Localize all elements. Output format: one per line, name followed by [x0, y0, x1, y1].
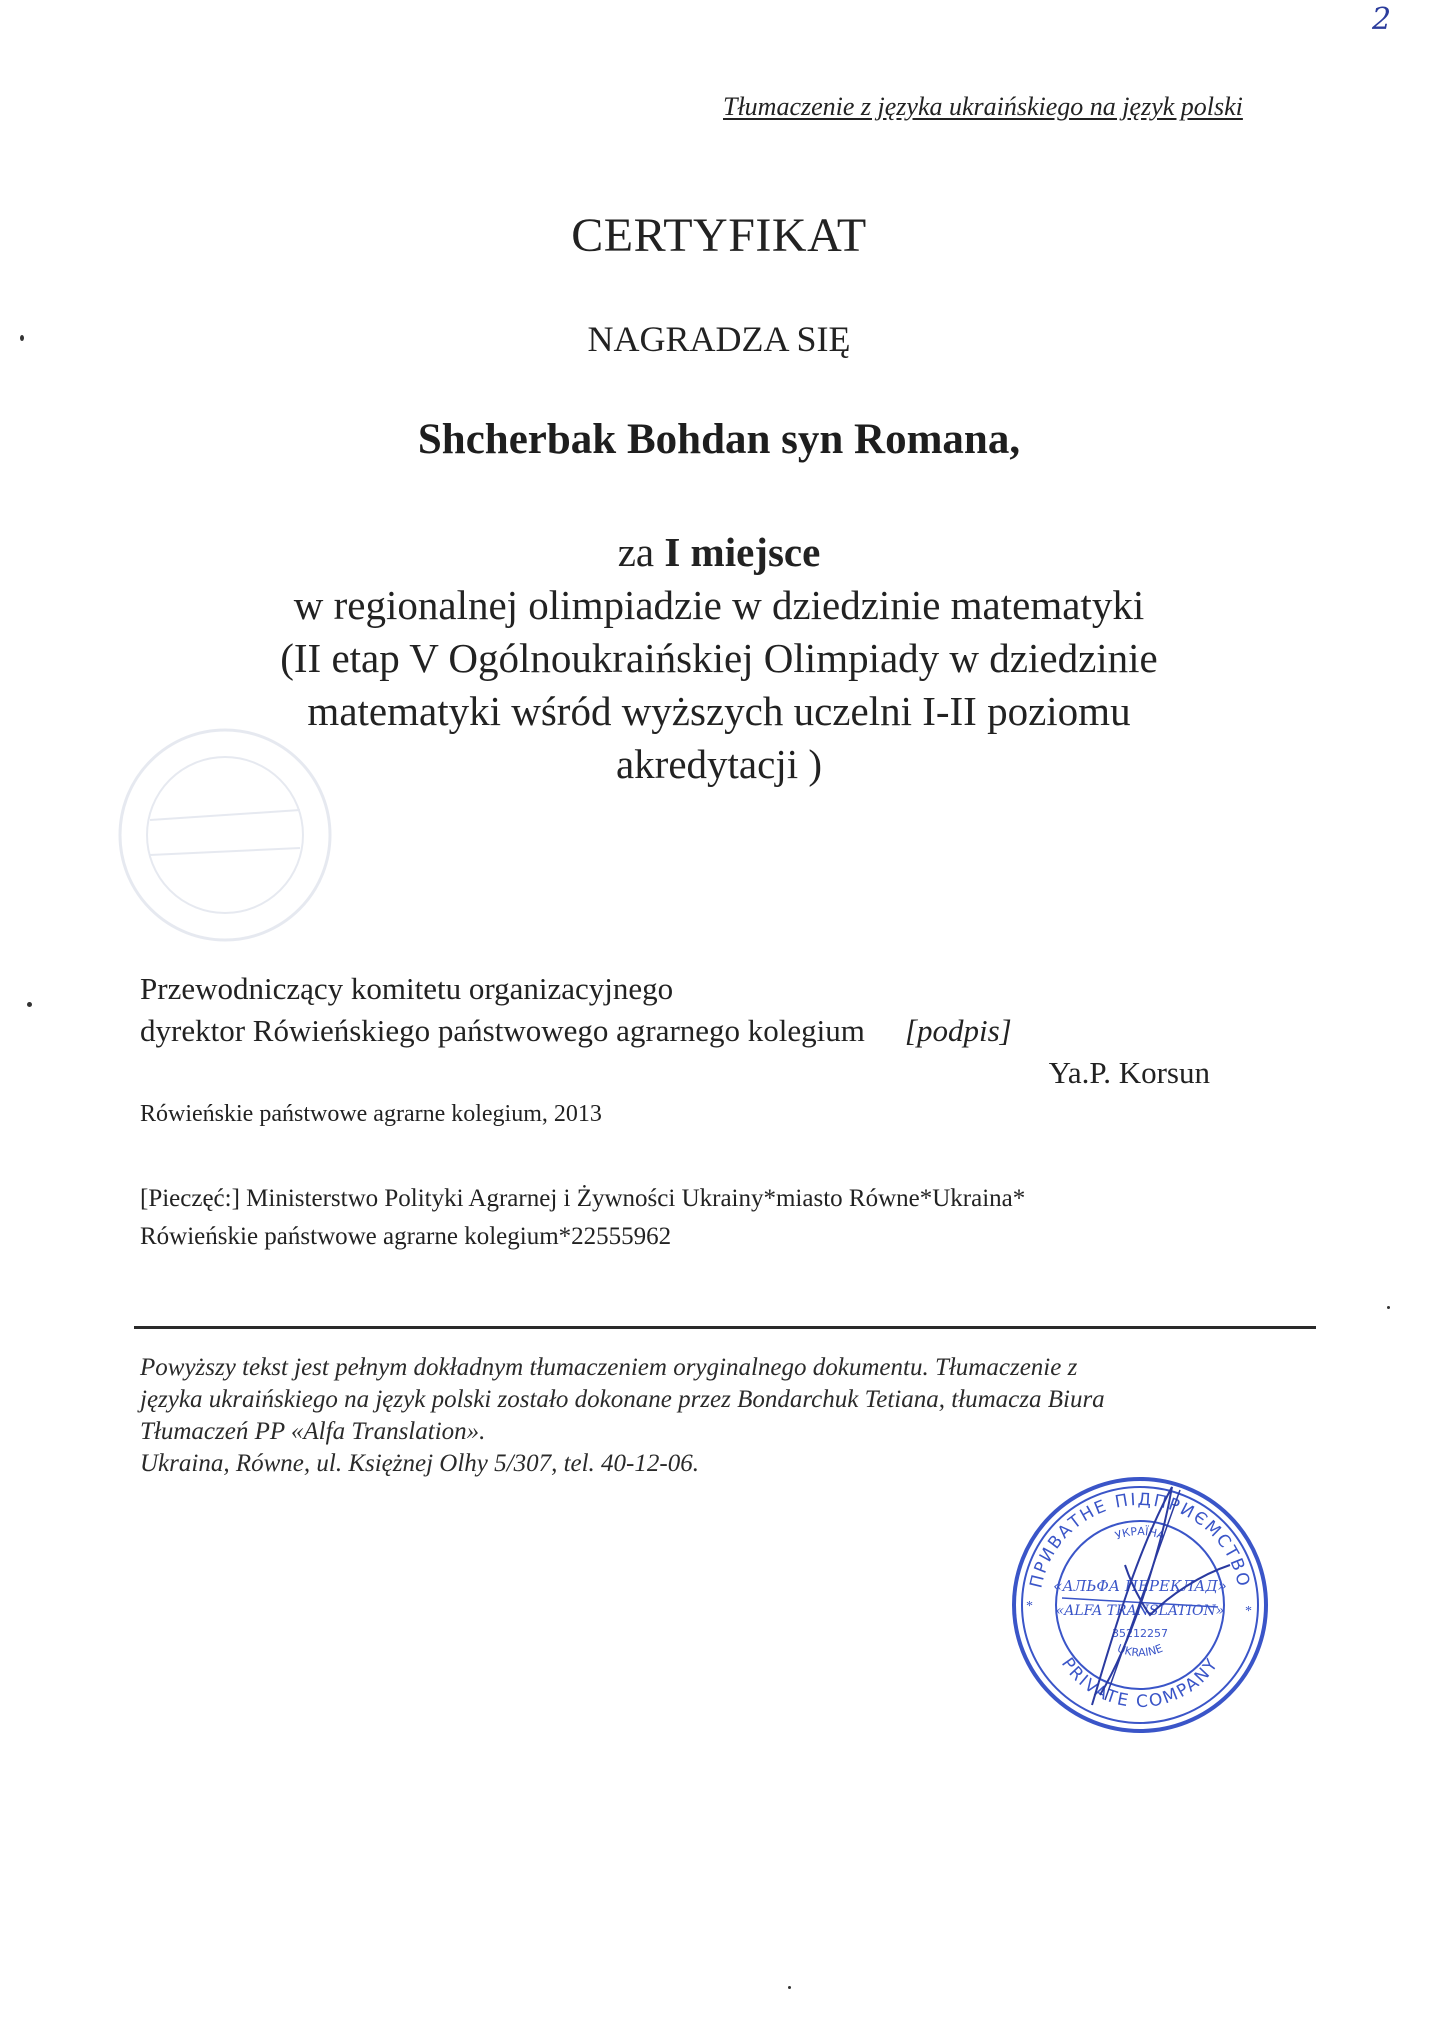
- translator-note-line: Tłumaczeń PP «Alfa Translation».: [140, 1418, 486, 1445]
- signature-placeholder: [podpis]: [904, 1013, 1012, 1048]
- stamp-code: 35212257: [1112, 1627, 1168, 1640]
- signature-block: [140, 968, 1220, 1094]
- seal-description: [140, 1180, 1025, 1256]
- translator-certification: [140, 1352, 1260, 1480]
- reason-line: (II etap V Ogólnoukraińskiej Olimpiady w dziedzinie: [280, 635, 1158, 681]
- place-value: I miejsce: [664, 529, 821, 575]
- recipient-name: Shcherbak Bohdan syn Romana,: [417, 416, 1021, 463]
- reason-line: matematyki wśród wyższych uczelni I-II poziomu: [307, 688, 1131, 734]
- signer-name: Ya.P. Korsun: [1048, 1055, 1210, 1090]
- divider-line: [134, 1326, 1316, 1329]
- reason-line: w regionalnej olimpiadzie w dziedzinie matematyki: [293, 582, 1145, 628]
- college-and-year: Rówieńskie państwowe agrarne kolegium, 2013: [140, 1101, 602, 1127]
- certificate-title: CERTYFIKAT: [571, 209, 867, 262]
- place-line: [140, 526, 1298, 579]
- svg-text:*: *: [1245, 1604, 1252, 1619]
- place-prefix: za: [617, 529, 665, 575]
- translator-note-line: języka ukraińskiego na język polski zostało dokonane przez Bondarchuk Tetiana, tłumacza Biura: [140, 1386, 1105, 1413]
- signatory-position: dyrektor Rówieńskiego państwowego agrarnego kolegium: [140, 1013, 865, 1048]
- stamp-center-line2: «ALFA TRANSLATION»: [1055, 1603, 1225, 1619]
- signatory-position-line: [140, 1010, 1220, 1052]
- stamp-center-line1: «АЛЬФА ПЕРЕКЛАД»: [1053, 1577, 1227, 1595]
- stamp-inner-bottom-text: UKRAINE: [1115, 1641, 1165, 1660]
- translation-header-note: Tłumaczenie z języka ukraińskiego na język polski: [723, 92, 1243, 121]
- stamp-outer-top-text: ПРИВАТНЕ ПІДПРИЄМСТВО: [1026, 1489, 1254, 1591]
- handwritten-page-number: 2: [1372, 2, 1392, 37]
- svg-text:PRIVATE COMPANY: [1057, 1654, 1223, 1712]
- seal-line: Rówieńskie państwowe agrarne kolegium*22555962: [140, 1223, 672, 1250]
- awarded-label: NAGRADZA SIĘ: [587, 319, 851, 359]
- svg-text:УКРАЇНА: [1113, 1525, 1167, 1543]
- signatory-title-line: Przewodniczący komitetu organizacyjnego: [140, 971, 674, 1006]
- award-reason: [140, 526, 1298, 791]
- seal-line: [Pieczęć:] Ministerstwo Polityki Agrarnej i Żywności Ukrainy*miasto Równe*Ukraina*: [140, 1185, 1026, 1212]
- svg-text:*: *: [1026, 1599, 1033, 1614]
- translator-note-line: Ukraina, Równe, ul. Księżnej Olhy 5/307, tel. 40-12-06.: [140, 1450, 699, 1477]
- stamp-inner-top-text: УКРАЇНА: [1113, 1524, 1167, 1543]
- translation-agency-stamp-icon: [1000, 1465, 1280, 1745]
- reason-line: akredytacji ): [615, 741, 823, 787]
- stamp-outer-bottom-text: PRIVATE COMPANY: [1057, 1654, 1223, 1713]
- translator-note-line: Powyższy tekst jest pełnym dokładnym tłumaczeniem oryginalnego dokumentu. Tłumaczenie z: [140, 1354, 1078, 1381]
